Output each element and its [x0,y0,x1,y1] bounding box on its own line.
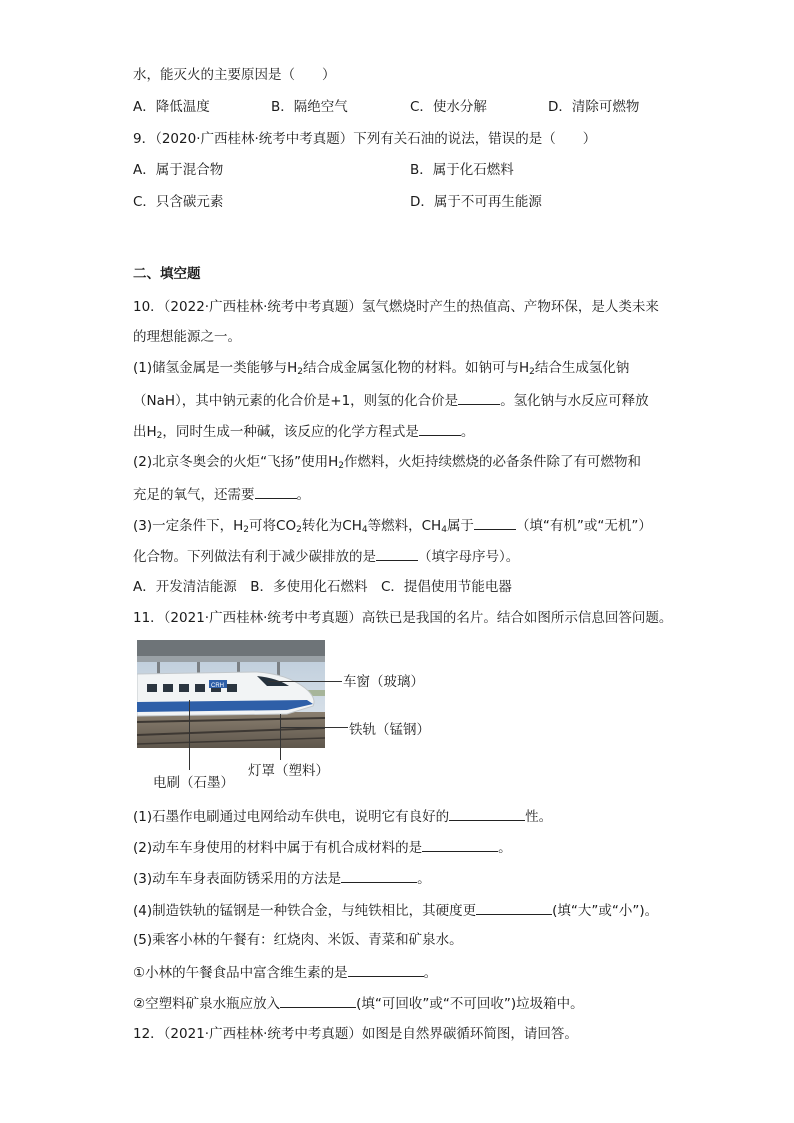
q8-option-c: C．使水分解 [410,99,487,115]
q10-part2-line1 [133,453,641,471]
q9-option-c: C．只含碳元素 [133,194,224,210]
q10-part2-line2 [133,484,310,504]
q9-option-a: A．属于混合物 [133,162,224,178]
text: (3)动车车身表面防锈采用的方法是 [133,871,342,887]
rail-leader-line [280,727,348,728]
text: (2)北京冬奥会的火炬“飞扬”使用H [133,454,339,470]
q11-part4 [133,900,658,920]
subscript: 2 [297,367,304,377]
text: 性。 [525,809,553,825]
text: 属于 [446,518,474,534]
question-10-stem-line1: 10．（2022·广西桂林·统考中考真题）氢气燃烧时产生的热值高、产物环保，是人类未来 [133,299,659,315]
text: 化合物。下列做法有利于减少碳排放的是 [133,549,376,565]
q9-option-d: D．属于不可再生能源 [410,194,542,210]
answer-blank[interactable] [376,546,418,561]
section-title: 二、填空题 [133,266,201,282]
text: (2)动车车身使用的材料中属于有机合成材料的是 [133,840,423,856]
text: 可将CO [249,518,297,534]
label-brush: 电刷（石墨） [153,775,234,791]
subscript: 4 [361,525,368,535]
answer-blank[interactable] [449,806,525,821]
text: 。 [460,424,475,440]
q11-part3 [133,868,431,888]
text: 等燃料，CH [367,518,442,534]
text: 结合成金属氢化物的材料。如钠可与H [303,360,530,376]
high-speed-train-photo [137,640,325,748]
label-window: 车窗（玻璃） [343,674,424,690]
answer-blank[interactable] [458,390,500,405]
text: 作燃料，火炬持续燃烧的必备条件除了有可燃物和 [344,454,641,470]
q8-option-d: D．清除可燃物 [548,99,640,115]
text: 。 [296,487,310,503]
subscript: 4 [441,525,447,535]
subscript: 2 [338,461,344,471]
q10-options: A．开发清洁能源 B．多使用化石燃料 C．提倡使用节能电器 [133,579,512,595]
question-11-stem: 11．（2021·广西桂林·统考中考真题）高铁已是我国的名片。结合如图所示信息回答问题。 [133,610,673,626]
answer-blank[interactable] [474,515,516,530]
text: 结合生成氢化钠 [534,360,630,376]
text: (填“大”或“小”)。 [552,903,659,919]
text: (4)制造铁轨的锰钢是一种铁合金，与纯铁相比，其硬度更 [133,903,477,919]
text: 。氢化钠与水反应可释放 [500,393,649,409]
window-leader-line [268,681,342,682]
subscript: 2 [243,525,250,535]
answer-blank[interactable] [255,484,297,499]
q11-part5: (5)乘客小林的午餐有：红烧肉、米饭、青菜和矿泉水。 [133,932,463,948]
label-rail: 铁轨（锰钢） [349,722,430,738]
q10-part1-line2 [133,390,649,410]
crh-logo: CRH [211,683,224,689]
subscript: 2 [529,367,535,377]
text: ①小林的午餐食品中富含维生素的是 [133,965,348,981]
q11-part1 [133,806,552,826]
text: ，同时生成一种碱，该反应的化学方程式是 [162,424,419,440]
question-9-stem: 9．（2020·广西桂林·统考中考真题）下列有关石油的说法，错误的是（ ） [133,131,597,147]
text: (1)储氢金属是一类能够与H [133,360,298,376]
text: 。 [417,871,431,887]
question-10-stem-line2: 的理想能源之一。 [133,329,241,345]
subscript: 2 [296,525,302,535]
text: 。 [498,840,512,856]
q9-option-b: B．属于化石燃料 [410,162,514,178]
q10-part1-line1 [133,359,629,377]
q11-sub1 [133,962,437,982]
text: 转化为CH [301,518,362,534]
text: 充足的氧气，还需要 [133,487,255,503]
label-lamp: 灯罩（塑料） [248,763,329,779]
q8-option-b: B．隔绝空气 [271,99,348,115]
q10-part3-line2 [133,546,519,566]
answer-blank[interactable] [476,900,552,915]
answer-blank[interactable] [422,837,498,852]
question-8-stem-tail: 水，能灭火的主要原因是（ ） [133,67,336,83]
text: 。 [423,965,438,981]
lamp-leader-line [280,714,281,760]
q11-sub2 [133,993,584,1013]
text: (1)石墨作电刷通过电网给动车供电，说明它有良好的 [133,809,450,825]
brush-leader-line [189,700,190,770]
train-illustration [137,640,325,748]
subscript: 2 [156,431,163,441]
text: （NaH），其中钠元素的化合价是+1，则氢的化合价是 [133,393,459,409]
question-12-stem: 12．（2021·广西桂林·统考中考真题）如图是自然界碳循环简图，请回答。 [133,1026,578,1042]
text: (填“可回收”或“不可回收”)垃圾箱中。 [356,996,584,1012]
q8-option-a: A．降低温度 [133,99,210,115]
answer-blank[interactable] [341,868,417,883]
answer-blank[interactable] [348,962,424,977]
text: 出H [133,424,157,440]
text: （填字母序号）。 [418,549,520,565]
q11-part2 [133,837,512,857]
answer-blank[interactable] [280,993,356,1008]
text: ②空塑料矿泉水瓶应放入 [133,996,281,1012]
q10-part3-line1 [133,515,652,535]
text: （填“有机”或“无机”） [515,518,652,534]
answer-blank[interactable] [419,421,461,436]
q10-part1-line3 [133,421,474,441]
text: (3)一定条件下，H [133,518,244,534]
